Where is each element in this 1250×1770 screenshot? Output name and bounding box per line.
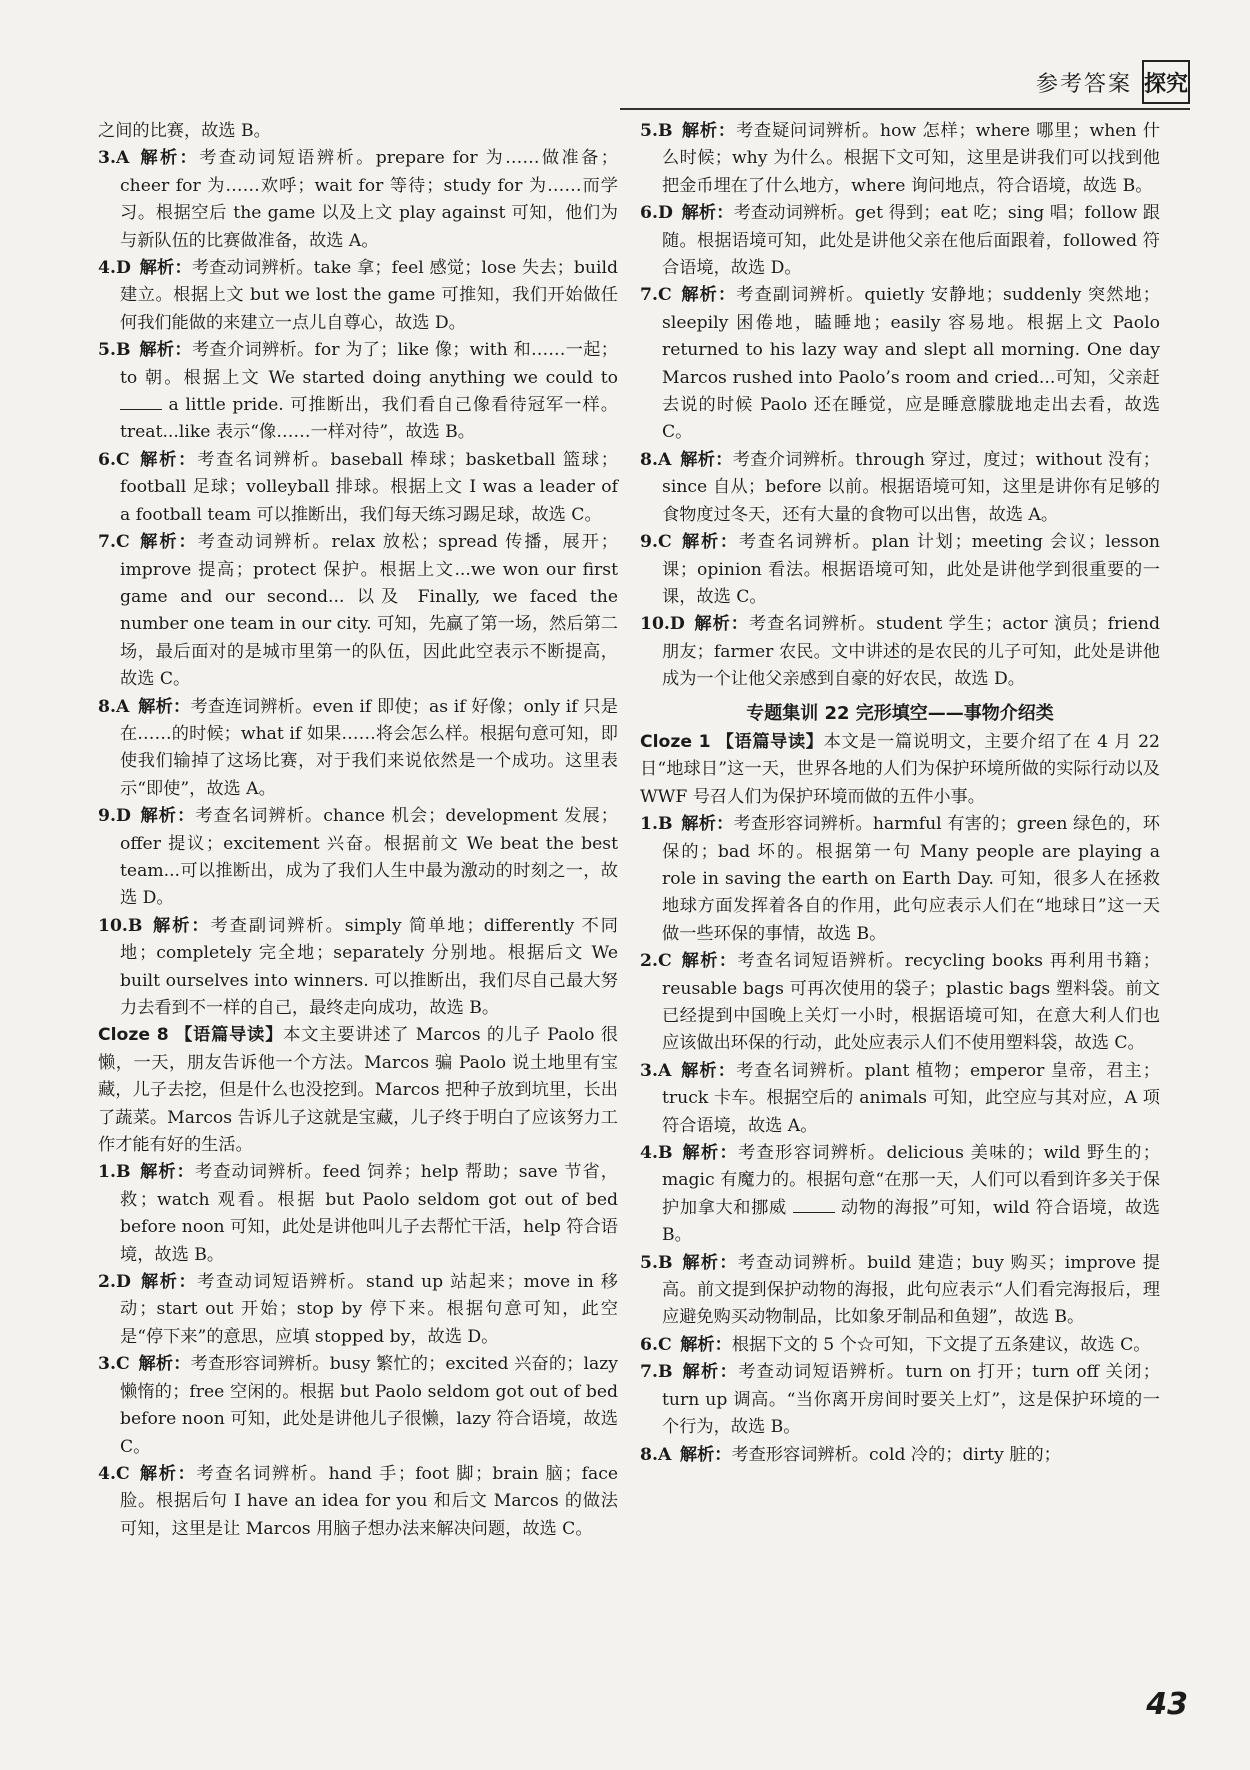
answer-item <box>640 200 1160 282</box>
answer-item <box>640 1250 1160 1332</box>
blank-line <box>793 1198 835 1213</box>
item-number: 5. <box>640 1252 658 1273</box>
item-number: 8. <box>640 1444 658 1465</box>
item-answer: B <box>115 340 131 361</box>
analysis-text: 考查名词短语辨析。recycling books 再利用书籍；reusable bags 可再次使用的袋子；plastic bags 塑料袋。前文已经提到中国晚上关灯一小时，根据语境可知，在意大利人们也应该做出环保的行动，此处应表示人们不使用塑料袋，故选 C。 <box>662 951 1160 1054</box>
guide-text: 本文是一篇说明文，主要介绍了在 4 月 22 日“地球日”这一天，世界各地的人们为保护环境所做的实际行动以及 WWF 号召人们为保护环境而做的五件小事。 <box>640 731 1160 807</box>
item-number: 9. <box>640 532 658 553</box>
answer-item <box>98 447 618 529</box>
item-answer: A <box>657 1444 672 1465</box>
right-column <box>640 118 1160 1469</box>
item-number: 5. <box>98 340 116 361</box>
guide-tag: 【语篇导读】 <box>716 731 824 752</box>
item-answer: D <box>115 806 131 827</box>
answer-item <box>98 803 618 913</box>
analysis-label: 解析： <box>681 1362 739 1383</box>
analysis-label: 解析： <box>138 1463 197 1484</box>
item-answer: C <box>657 285 672 306</box>
item-number: 5. <box>640 121 658 141</box>
continuation-text: 之间的比赛，故选 B。 <box>98 121 271 141</box>
analysis-text: 考查名词辨析。student 学生；actor 演员；friend 朋友；farmer 农民。文中讲述的是农民的儿子可知，此处是讲他成为一个让他父亲感到自豪的好农民，故选 D。 <box>662 614 1160 690</box>
item-number: 4. <box>98 1463 116 1484</box>
guide-text: 本文主要讲述了 Marcos 的儿子 Paolo 很懒，一天，朋友告诉他一个方法。Marcos 骗 Paolo 说土地里有宝藏，儿子去挖，但是什么也没挖到。Marcos 把种子放到坑里，长出了蔬菜。Marcos 告诉儿子这就是宝藏，儿子终于明白了应该努力工作才能有好的生活。 <box>98 1025 618 1156</box>
header-title: 参考答案 <box>1035 71 1132 97</box>
item-answer: A <box>115 148 130 169</box>
item-number: 9. <box>98 806 116 827</box>
analysis-text: 考查动词辨析。take 拿；feel 感觉；lose 失去；build 建立。根据上文 but we lost the game 可推知，我们开始做任何我们能做的来建立一点儿自尊心，故选 D。 <box>120 258 618 333</box>
answer-item <box>640 1442 1160 1469</box>
analysis-text: 考查动词短语辨析。stand up 站起来；move in 移动；start out 开始；stop by 停下来。根据句意可知，此空是“停下来”的意思，应填 stopped by，故选 D。 <box>120 1272 618 1347</box>
answer-item <box>640 529 1160 611</box>
item-answer: C <box>115 1354 130 1375</box>
analysis-text: 考查动词短语辨析。turn on 打开；turn off 关闭；turn up 调高。“当你离开房间时要关上灯”，这是保护环境的一个行为，故选 B。 <box>662 1362 1160 1438</box>
item-answer: A <box>115 696 130 717</box>
item-answer: D <box>115 258 131 279</box>
answer-item <box>640 1332 1160 1359</box>
analysis-label: 解析： <box>681 121 736 141</box>
analysis-text: 考查介词辨析。for 为了；like 像；with 和……一起；to 朝。根据上文 We started doing anything we could to <box>120 340 618 388</box>
item-answer: B <box>657 814 673 835</box>
answer-item <box>640 811 1160 948</box>
item-number: 6. <box>98 449 116 470</box>
item-answer: C <box>657 1334 672 1355</box>
item-number: 10. <box>640 614 670 635</box>
answer-list <box>640 118 1160 694</box>
answer-item <box>98 1461 618 1543</box>
item-number: 4. <box>640 1143 658 1164</box>
cloze-intro <box>640 729 1160 811</box>
item-number: 7. <box>640 1362 658 1383</box>
item-answer: B <box>127 915 143 936</box>
analysis-text: 考查介词辨析。through 穿过，度过；without 没有；since 自从；before 以前。根据语境可知，这里是讲你有足够的食物度过冬天，还有大量的食物可以出售，故选 A。 <box>662 449 1160 525</box>
analysis-text: 考查名词辨析。plant 植物；emperor 皇帝，君主；truck 卡车。根据空后的 animals 可知，此空应与其对应，A 项符合语境，故选 A。 <box>662 1060 1160 1136</box>
analysis-text: 考查形容词辨析。cold 冷的；dirty 脏的； <box>731 1444 1061 1465</box>
analysis-text: 考查形容词辨析。busy 繁忙的；excited 兴奋的；lazy 懒惰的；free 空闲的。根据 but Paolo seldom got out of bed before noon 可知，此处是讲他儿子很懒，lazy 符合语境，故选 C。 <box>120 1354 618 1457</box>
answer-item <box>98 1351 618 1461</box>
analysis-text: 考查名词辨析。plan 计划；meeting 会议；lesson 课；opinion 看法。根据语境可知，此处是讲他学到很重要的一课，故选 C。 <box>662 532 1160 607</box>
analysis-label: 解析： <box>137 148 200 169</box>
page-header <box>1036 58 1190 106</box>
section-title: 专题集训 22 完形填空——事物介绍类 <box>746 702 1054 724</box>
answer-item <box>640 1058 1160 1140</box>
analysis-text: 考查名词辨析。baseball 棒球；basketball 篮球；football 足球；volleyball 排球。根据上文 I was a leader of a football team 可以推断出，我们每天练习踢足球，故选 C。 <box>120 449 618 525</box>
item-answer: D <box>669 614 685 635</box>
analysis-text: 考查疑问词辨析。how 怎样；where 哪里；when 什么时候；why 为什么。根据下文可知，这里是讲我们可以找到他把金币埋在了什么地方，where 询问地点，符合语境，故选 B。 <box>662 121 1160 196</box>
analysis-text: 考查形容词辨析。delicious 美味的；wild 野生的；magic 有魔力的。根据句意“在那一天，人们可以看到许多关于保护加拿大和挪威 <box>662 1143 1160 1218</box>
analysis-label: 解析： <box>139 1162 195 1183</box>
blank-line <box>120 395 162 410</box>
answer-item <box>98 913 618 1023</box>
cloze-title: Cloze 8 <box>98 1025 169 1046</box>
header-divider <box>620 108 1190 110</box>
analysis-text: a little pride. 可推断出，我们看自己像看待冠军一样。treat...like 表示“像……一样对待”，故选 B。 <box>120 395 618 443</box>
item-answer: C <box>657 951 672 972</box>
item-answer: B <box>657 1143 673 1164</box>
item-answer: B <box>115 1162 131 1183</box>
item-number: 8. <box>98 696 116 717</box>
brand-logo: 探究 <box>1142 60 1190 104</box>
analysis-label: 解析： <box>680 285 737 306</box>
guide-tag: 【语篇导读】 <box>175 1025 284 1046</box>
answer-item <box>98 255 618 337</box>
analysis-label: 解析： <box>679 1060 737 1081</box>
answer-item <box>640 1359 1160 1441</box>
analysis-text: 考查动词辨析。relax 放松；spread 传播，展开；improve 提高；protect 保护。根据上文...we won our first game and our second... 以及 Finally, we faced the number one team in our city. 可知，先赢了第一场，然后第二场，最后面对的是城市里第一的队伍，因此此空表示不断提高，故选 C。 <box>120 532 618 690</box>
analysis-label: 解析： <box>151 915 211 936</box>
analysis-label: 解析： <box>680 1334 732 1355</box>
analysis-label: 解析： <box>680 532 739 553</box>
item-answer: B <box>657 121 673 141</box>
item-answer: C <box>657 532 672 553</box>
answer-item <box>98 337 618 447</box>
answer-item <box>98 1269 618 1351</box>
analysis-label: 解析： <box>681 1143 739 1164</box>
item-answer: B <box>657 1252 673 1273</box>
answer-item <box>98 145 618 255</box>
item-answer: C <box>115 1463 130 1484</box>
item-number: 1. <box>640 814 658 835</box>
analysis-label: 解析： <box>138 449 198 470</box>
item-number: 3. <box>640 1060 658 1081</box>
answer-list <box>98 1159 618 1543</box>
item-answer: D <box>115 1272 131 1293</box>
answer-item <box>98 1159 618 1269</box>
analysis-label: 解析： <box>137 696 191 717</box>
answer-list <box>98 145 618 1022</box>
cloze-intro <box>98 1022 618 1159</box>
answer-item <box>98 694 618 804</box>
analysis-text: 考查动词辨析。get 得到；eat 吃；sing 唱；follow 跟随。根据语境可知，此处是讲他父亲在他后面跟着，followed 符合语境，故选 D。 <box>662 203 1160 279</box>
analysis-label: 解析： <box>681 814 734 835</box>
item-number: 7. <box>98 532 116 553</box>
answer-item <box>640 948 1160 1058</box>
item-answer: A <box>657 449 672 470</box>
item-answer: B <box>657 1362 673 1383</box>
analysis-label: 解析： <box>681 1252 738 1273</box>
item-number: 7. <box>640 285 658 306</box>
analysis-text: 考查动词辨析。build 建造；buy 购买；improve 提高。前文提到保护动物的海报，此句应表示“人们看完海报后，理应避免购买动物制品，比如象牙制品和鱼翅”，故选 B。 <box>662 1252 1160 1328</box>
analysis-label: 解析： <box>139 806 196 827</box>
item-number: 2. <box>98 1272 116 1293</box>
answer-item <box>640 282 1160 446</box>
item-number: 1. <box>98 1162 116 1183</box>
analysis-text: 考查副词辨析。simply 简单地；differently 不同地；completely 完全地；separately 分别地。根据后文 We built ourselves into winners. 可以推断出，我们尽自己最大努力去看到不一样的自己，最终走向成功，故选 B。 <box>120 915 618 1018</box>
analysis-label: 解析： <box>680 951 738 972</box>
analysis-label: 解析： <box>679 449 733 470</box>
analysis-label: 解析： <box>139 340 192 361</box>
analysis-text: 考查连词辨析。even if 即使；as if 好像；only if 只是在……的时候；what if 如果……将会怎么样。根据句意可知，即使我们输掉了这场比赛，对于我们来说依然是一个成功。这里表示“即使”，故选 A。 <box>120 696 618 799</box>
analysis-label: 解析： <box>679 1444 732 1465</box>
page-number: 43 <box>1146 1687 1188 1722</box>
analysis-label: 解析： <box>681 203 734 224</box>
answer-item <box>640 1140 1160 1250</box>
item-number: 8. <box>640 449 658 470</box>
answer-item <box>98 529 618 693</box>
analysis-text: 动物的海报”可知，wild 符合语境，故选 B。 <box>662 1197 1160 1246</box>
item-answer: C <box>115 449 130 470</box>
item-number: 3. <box>98 1354 116 1375</box>
answer-item <box>640 447 1160 529</box>
item-number: 3. <box>98 148 116 169</box>
item-number: 2. <box>640 951 658 972</box>
item-number: 6. <box>640 1334 658 1355</box>
cloze-title: Cloze 1 <box>640 731 711 752</box>
analysis-text: 根据下文的 5 个☆可知，下文提了五条建议，故选 C。 <box>731 1334 1151 1355</box>
analysis-text: 考查名词辨析。chance 机会；development 发展；offer 提议；excitement 兴奋。根据前文 We beat the best team...可以推断出，成为了我们人生中最为激动的时刻之一，故选 D。 <box>120 806 618 909</box>
analysis-label: 解析： <box>139 1272 198 1293</box>
answer-item <box>640 118 1160 200</box>
analysis-text: 考查名词辨析。hand 手；foot 脚；brain 脑；face 脸。根据后句 I have an idea for you 和后文 Marcos 的做法可知，这里是让 Marcos 用脑子想办法来解决问题，故选 C。 <box>120 1463 618 1539</box>
left-column <box>98 118 618 1543</box>
item-answer: C <box>115 532 130 553</box>
analysis-text: 考查动词辨析。feed 饲养；help 帮助；save 节省，救；watch 观看。根据 but Paolo seldom got out of bed before noon 可知，此处是讲他叫儿子去帮忙干活，help 符合语境，故选 B。 <box>120 1162 618 1265</box>
answer-item <box>640 611 1160 693</box>
item-answer: A <box>657 1060 672 1081</box>
analysis-label: 解析： <box>138 1354 191 1375</box>
analysis-label: 解析： <box>138 532 198 553</box>
analysis-label: 解析： <box>693 614 749 635</box>
analysis-text: 考查形容词辨析。harmful 有害的；green 绿色的，环保的；bad 坏的。根据第一句 Many people are playing a role in saving the earth on Earth Day. 可知，很多人在拯救地球方面发挥着各自的作用，此句应表示人们在“地球日”这一天做一些环保的事情，故选 B。 <box>662 814 1160 944</box>
item-number: 4. <box>98 258 116 279</box>
analysis-text: 考查副词辨析。quietly 安静地；suddenly 突然地；sleepily 困倦地，瞌睡地；easily 容易地。根据上文 Paolo returned to his lazy way and slept all morning. One day Marcos rushed into Paolo’s room and cried...可知，父亲赶去说的时候 Paolo 还在睡觉，应是睡意朦胧地走出去看，故选 C。 <box>662 285 1160 443</box>
analysis-label: 解析： <box>139 258 192 279</box>
analysis-text: 考查动词短语辨析。prepare for 为……做准备；cheer for 为……欢呼；wait for 等待；study for 为……而学习。根据空后 the game 以及上文 play against 可知，他们为与新队伍的比赛做准备，故选 A。 <box>120 148 618 251</box>
item-number: 10. <box>98 915 128 936</box>
answer-list <box>640 811 1160 1469</box>
item-number: 6. <box>640 203 658 224</box>
item-answer: D <box>657 203 673 224</box>
